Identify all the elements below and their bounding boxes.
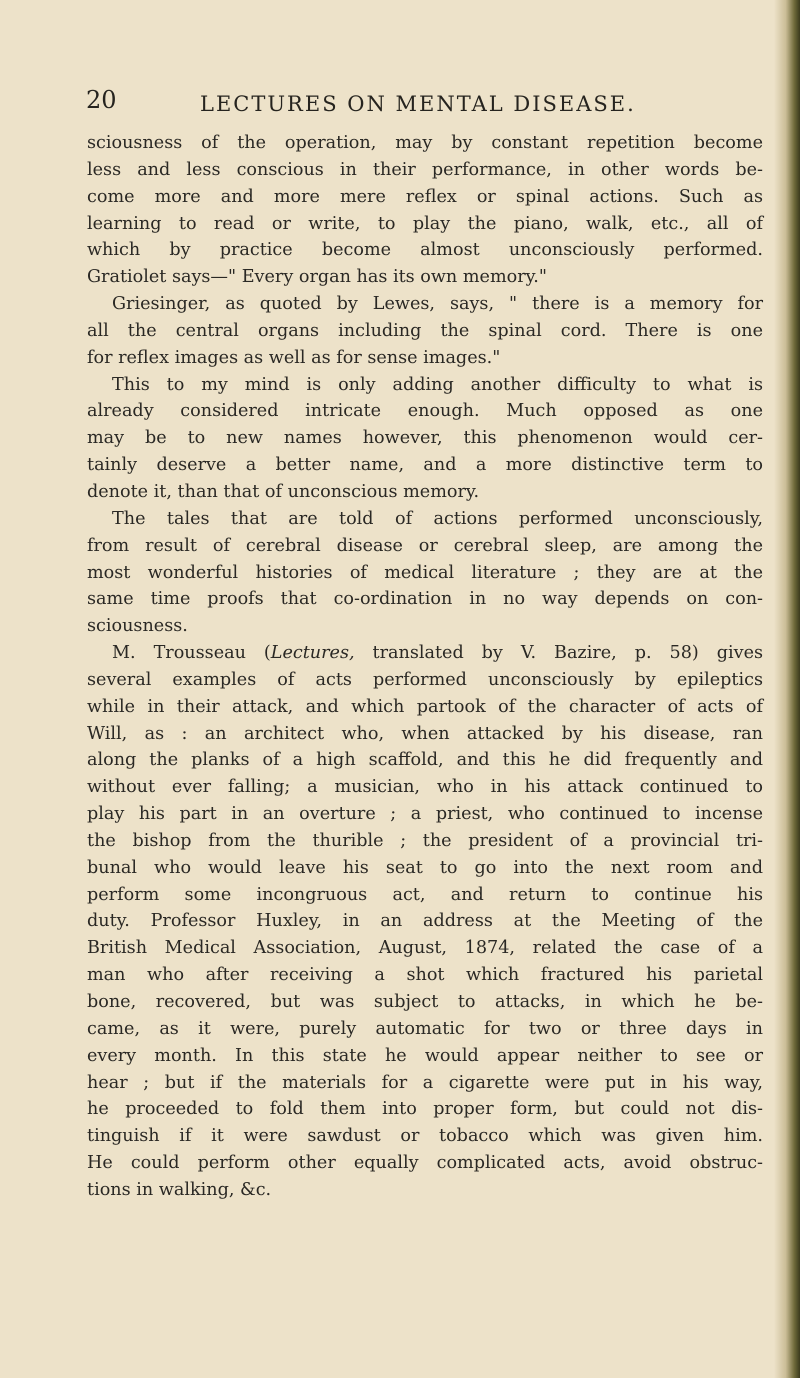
text-line: may be to new names however, this phenomenon would cer- — [87, 428, 763, 449]
text-line: most wonderful histories of medical literature ; they are at the — [87, 562, 763, 583]
text-line: bone, recovered, but was subject to attacks, in which he be- — [87, 992, 763, 1012]
text-line: less and less conscious in their performance, in other words be- — [87, 159, 763, 180]
text-line: The tales that are told of actions performed unconsciously, — [112, 508, 763, 529]
text-line: play his part in an overture ; a priest, who continued to incense — [87, 804, 763, 825]
text-line: come more and more mere reflex or spinal actions. Such as — [87, 186, 763, 207]
text-line: Will, as : an architect who, when attacked by his disease, ran — [87, 723, 763, 744]
text-line: same time proofs that co-ordination in no way depends on con- — [87, 589, 763, 610]
text-line: for reflex images as well as for sense images." — [87, 347, 501, 368]
italic-title: Lectures, — [270, 643, 355, 664]
text-line: tinguish if it were sawdust or tobacco which was given him. — [87, 1126, 763, 1147]
text-line: Gratiolet says—" Every organ has its own memory." — [87, 267, 547, 288]
text-line: which by practice become almost unconsciously performed. — [87, 240, 763, 261]
text-line: man who after receiving a shot which fractured his parietal — [87, 965, 763, 986]
text-line: This to my mind is only adding another difficulty to what is — [112, 374, 763, 395]
text-line: from result of cerebral disease or cerebral sleep, are among the — [87, 535, 763, 556]
page-edge-shadow — [774, 0, 800, 1378]
text-line: M. Trousseau (Lectures, translated by V. Bazire, p. 58) gives — [112, 643, 764, 664]
body-text — [87, 130, 763, 1204]
text-line: hear ; but if the materials for a cigarette were put in his way, — [87, 1072, 763, 1093]
text-line: duty. Professor Huxley, in an address at the Meeting of the — [87, 911, 763, 932]
text-line: along the planks of a high scaffold, and this he did frequently and — [87, 750, 763, 771]
text-line: already considered intricate enough. Much opposed as one — [87, 401, 763, 422]
text-line: came, as it were, purely automatic for two or three days in — [87, 1018, 763, 1039]
page-number: 20 — [86, 86, 117, 114]
text-line: tainly deserve a better name, and a more distinctive term to — [87, 455, 763, 476]
text-line: the bishop from the thurible ; the president of a provincial tri- — [87, 830, 763, 851]
text-line: he proceeded to fold them into proper form, but could not dis- — [87, 1099, 763, 1120]
text-line: all the central organs including the spinal cord. There is one — [87, 320, 763, 341]
text-line: sciousness. — [87, 616, 188, 637]
text-line: denote it, than that of unconscious memory. — [87, 481, 480, 502]
text-line: bunal who would leave his seat to go into the next room and — [87, 857, 763, 878]
text-line: sciousness of the operation, may by constant repetition become — [87, 133, 763, 153]
running-head — [86, 86, 762, 122]
text-line: tions in walking, &c. — [87, 1179, 272, 1200]
text-line: perform some incongruous act, and return to continue his — [87, 884, 763, 905]
text-line: British Medical Association, August, 1874, related the case of a — [87, 938, 763, 959]
text-line: without ever falling; a musician, who in his attack continued to — [87, 777, 763, 798]
text-line: learning to read or write, to play the piano, walk, etc., all of — [87, 213, 763, 234]
running-title: LECTURES ON MENTAL DISEASE. — [200, 92, 636, 116]
text-line: Griesinger, as quoted by Lewes, says, " there is a memory for — [112, 294, 763, 315]
text-line: several examples of acts performed unconsciously by epileptics — [87, 669, 763, 690]
text-line: while in their attack, and which partook of the character of acts of — [87, 696, 763, 717]
text-line: He could perform other equally complicated acts, avoid obstruc- — [87, 1153, 763, 1174]
text-line: every month. In this state he would appear neither to see or — [87, 1045, 763, 1066]
